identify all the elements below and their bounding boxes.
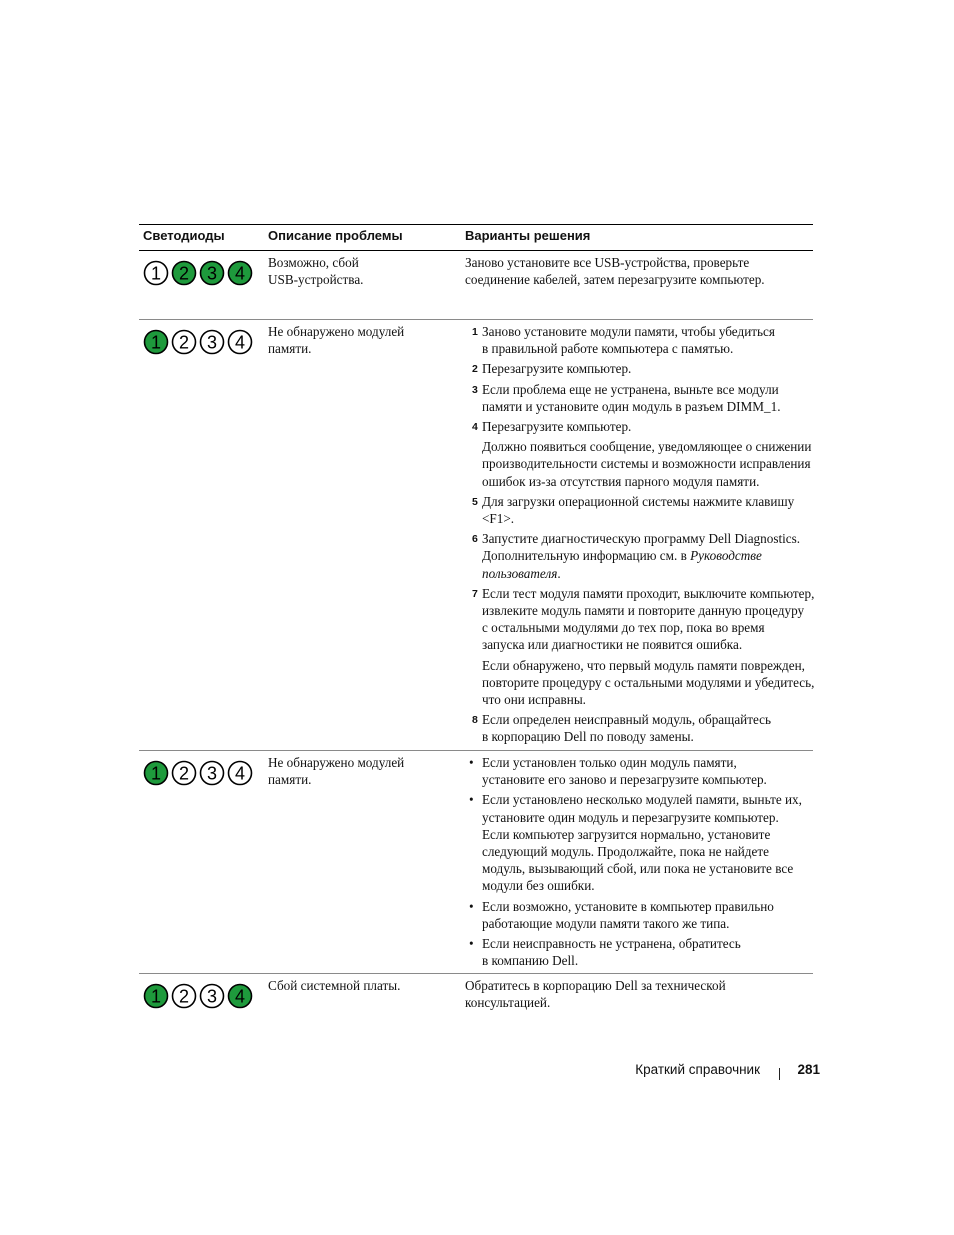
table-header-row xyxy=(139,225,813,251)
step-number: 2 xyxy=(472,363,478,376)
table-row xyxy=(139,251,813,320)
step-item xyxy=(465,381,815,415)
step-line: Запустите диагностическую программу Dell Diagnostics. xyxy=(482,531,801,547)
header-leds: Светодиоды xyxy=(143,228,225,243)
step-line: Если тест модуля памяти проходит, выключите компьютер, xyxy=(482,585,815,601)
led-label: 3 xyxy=(206,763,218,784)
led-pattern xyxy=(143,760,255,786)
step-number: 1 xyxy=(472,326,478,338)
led-label: 3 xyxy=(206,986,218,1007)
led-label: 2 xyxy=(178,332,190,353)
step-line: Для загрузки операционной системы нажмите клавишу xyxy=(482,493,795,509)
led-indicator-3 xyxy=(201,262,224,285)
step-number: 3 xyxy=(472,383,478,396)
step-line xyxy=(482,565,815,582)
step-line: Если проблема еще не устранена, выньте все модули xyxy=(482,381,779,397)
description-line: памяти. xyxy=(268,341,312,357)
led-label: 3 xyxy=(206,332,218,353)
led-indicator-2 xyxy=(173,262,196,285)
led-label: 2 xyxy=(178,986,190,1007)
bullet-line: следующий модуль. Продолжайте, пока не найдете xyxy=(482,844,769,860)
step-item xyxy=(465,418,815,435)
bullet-mark: • xyxy=(469,792,474,808)
led-label: 2 xyxy=(178,263,190,284)
step-line: <F1>. xyxy=(482,511,515,527)
header-problem: Описание проблемы xyxy=(268,228,403,243)
note-line: Должно появиться сообщение, уведомляющее о снижении xyxy=(482,439,812,455)
led-label: 4 xyxy=(234,763,246,784)
led-diagnostic-table xyxy=(139,224,813,1024)
led-indicator-1 xyxy=(145,262,168,285)
solution-text xyxy=(465,977,815,1011)
led-label: 1 xyxy=(150,332,162,353)
led-label: 4 xyxy=(234,986,246,1007)
led-indicator-1 xyxy=(145,985,168,1008)
note-line: производительности системы и возможности исправления xyxy=(482,456,811,472)
led-indicator-4 xyxy=(229,262,252,285)
description-line: Возможно, сбой xyxy=(268,255,359,270)
bullet-item xyxy=(465,935,815,969)
bullet-line: Если установлено несколько модулей памяти, выньте их, xyxy=(482,792,802,808)
step-item xyxy=(465,493,815,527)
led-pattern xyxy=(143,983,255,1009)
bullet-line: Если возможно, установите в компьютер правильно xyxy=(482,898,774,914)
led-indicator-1 xyxy=(145,331,168,354)
page-footer xyxy=(560,1062,820,1080)
bullet-line: установите один модуль и перезагрузите компьютер. xyxy=(482,809,779,825)
description-line: USB-устройства. xyxy=(268,272,364,288)
bullet-line: модули без ошибки. xyxy=(482,878,595,894)
led-indicator-group xyxy=(143,260,255,286)
led-indicator-1 xyxy=(145,762,168,785)
footer-title: Краткий справочник xyxy=(635,1062,760,1077)
led-indicator-4 xyxy=(229,762,252,785)
bullet-item xyxy=(465,754,815,788)
step-text: Дополнительную информацию см. в xyxy=(482,548,691,564)
bullet-item xyxy=(465,791,815,894)
step-line: Перезагрузите компьютер. xyxy=(482,361,632,377)
led-indicator-3 xyxy=(201,762,224,785)
solution-line: Заново установите все USB-устройства, проверьте xyxy=(465,255,750,270)
step-item xyxy=(465,530,815,582)
bullet-item xyxy=(465,898,815,932)
step-line: Перезагрузите компьютер. xyxy=(482,419,632,435)
bullet-line: Если неисправность не устранена, обратитесь xyxy=(482,936,741,952)
note-line: ошибок из-за отсутствия парного модуля памяти. xyxy=(482,473,760,489)
step-line: запуска или диагностики не появится ошибка. xyxy=(482,637,743,653)
header-solution: Варианты решения xyxy=(465,228,591,243)
step-number: 6 xyxy=(472,533,478,546)
led-indicator-3 xyxy=(201,985,224,1008)
problem-description xyxy=(268,754,438,788)
footer-separator xyxy=(779,1068,780,1080)
bullet-mark: • xyxy=(469,936,474,952)
led-label: 3 xyxy=(206,263,218,284)
step-number: 7 xyxy=(472,587,478,600)
note-line: что они исправны. xyxy=(482,692,586,708)
led-label: 1 xyxy=(150,763,162,784)
step-line: с остальными модулями до тех пор, пока во время xyxy=(482,620,765,636)
led-label: 1 xyxy=(150,263,162,284)
led-indicator-4 xyxy=(229,331,252,354)
bullet-line: модуль, вызывающий сбой, или пока не установите все xyxy=(482,861,794,877)
solution-text xyxy=(465,254,815,288)
note-line: повторите процедуру с остальными модулями и убедитесь, xyxy=(482,674,815,690)
led-indicator-2 xyxy=(173,762,196,785)
page-number: 281 xyxy=(797,1062,820,1077)
led-indicator-4 xyxy=(229,985,252,1008)
step-number: 8 xyxy=(472,714,478,727)
description-line: памяти. xyxy=(268,772,312,788)
step-text: . xyxy=(557,565,561,581)
table-row xyxy=(139,320,813,751)
led-label: 2 xyxy=(178,763,190,784)
step-item xyxy=(465,585,815,654)
led-indicator-2 xyxy=(173,985,196,1008)
bullet-line: Если компьютер загрузится нормально, установите xyxy=(482,826,771,842)
step-item xyxy=(465,711,815,745)
led-label: 1 xyxy=(150,986,162,1007)
step-number: 4 xyxy=(472,421,478,434)
bullet-line: в компанию Dell. xyxy=(482,953,579,969)
step-line: в правильной работе компьютера с памятью. xyxy=(482,341,734,357)
step-line: в корпорацию Dell по поводу замены. xyxy=(482,729,694,745)
table-row xyxy=(139,974,813,1024)
step-line xyxy=(482,547,815,564)
guide-title-italic: Руководстве xyxy=(690,548,762,564)
solution-line: Обратитесь в корпорацию Dell за технической xyxy=(465,978,726,993)
problem-description xyxy=(268,254,438,288)
solution-line: соединение кабелей, затем перезагрузите компьютер. xyxy=(465,272,765,288)
solution-steps xyxy=(465,323,815,749)
led-label: 4 xyxy=(234,263,246,284)
led-pattern xyxy=(143,329,255,355)
step-line: Если определен неисправный модуль, обращайтесь xyxy=(482,712,772,728)
led-indicator-3 xyxy=(201,331,224,354)
problem-description xyxy=(268,323,438,357)
step-note xyxy=(465,657,815,709)
step-item xyxy=(465,323,815,357)
step-number: 5 xyxy=(472,495,478,508)
led-pattern xyxy=(143,260,255,286)
solution-line: консультацией. xyxy=(465,995,551,1011)
description-line: Не обнаружено модулей xyxy=(268,324,405,339)
note-line: Если обнаружено, что первый модуль памяти поврежден, xyxy=(482,657,805,673)
led-indicator-group xyxy=(143,983,255,1009)
led-indicator-group xyxy=(143,329,255,355)
bullet-mark: • xyxy=(469,898,474,914)
led-label: 4 xyxy=(234,332,246,353)
step-note xyxy=(465,438,815,490)
bullet-line: установите его заново и перезагрузите компьютер. xyxy=(482,772,767,788)
description-line: Не обнаружено модулей xyxy=(268,755,405,770)
bullet-line: работающие модули памяти такого же типа. xyxy=(482,915,730,931)
step-line: Заново установите модули памяти, чтобы убедиться xyxy=(482,324,775,339)
problem-description xyxy=(268,977,438,994)
led-indicator-2 xyxy=(173,331,196,354)
table-row xyxy=(139,751,813,974)
step-item xyxy=(465,360,815,377)
step-line: извлеките модуль памяти и повторите данную процедуру xyxy=(482,603,805,619)
guide-title-italic: пользователя xyxy=(482,565,558,581)
description-line: Сбой системной платы. xyxy=(268,978,401,993)
bullet-line: Если установлен только один модуль памяти, xyxy=(482,755,737,770)
solution-bullets xyxy=(465,754,815,972)
led-indicator-group xyxy=(143,760,255,786)
step-line: памяти и установите один модуль в разъем DIMM_1. xyxy=(482,398,781,414)
bullet-mark: • xyxy=(469,755,474,770)
